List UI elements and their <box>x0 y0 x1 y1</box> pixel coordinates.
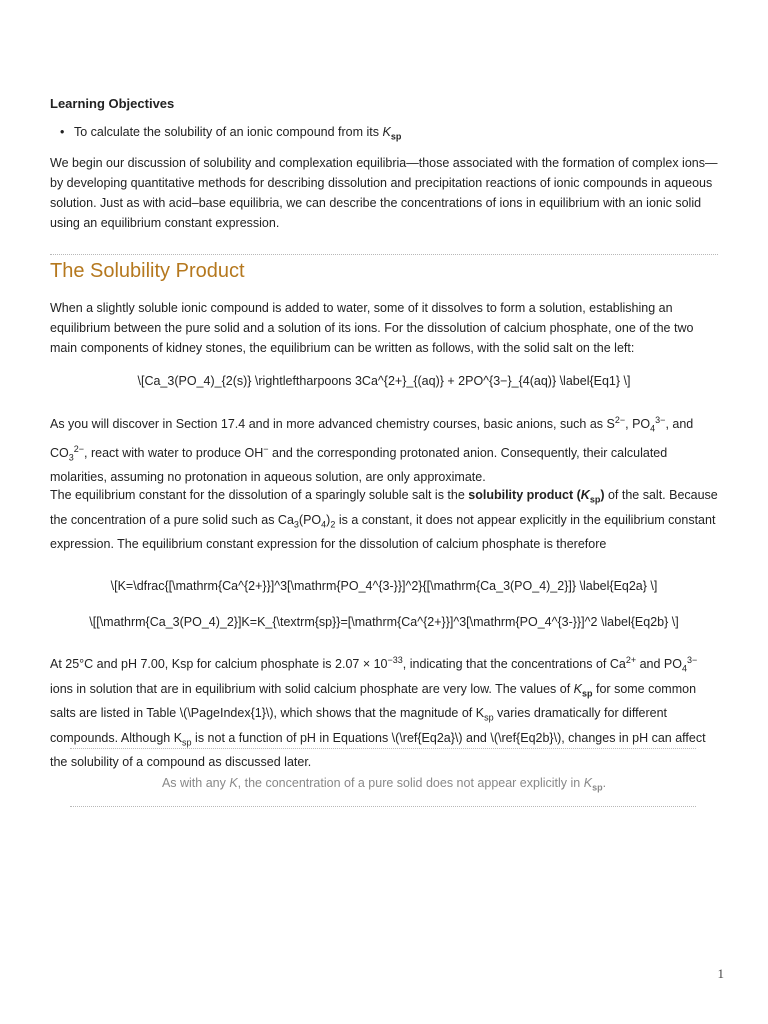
paragraph-solubility-intro: When a slightly soluble ionic compound is added to water, some of it dissolves to form a solution, establishing an equilibrium between the pure solid and a solution of its ions. For the dissolution of calcium phosphate, one of the two main components of kidney stones, the equilibrium can be written as follows, with the solid salt on the left: <box>50 301 694 355</box>
learning-objectives-title: Learning Objectives <box>50 96 175 111</box>
paragraph-basic-anions: As you will discover in Section 17.4 and in more advanced chemistry courses, basic anions, such as $S^{2-}$, $PO_4^{3-}$, and $CO_3^{2-}$, react with water to produce OH− and the corresponding protonated anion. Consequently, their calculated molarities, assuming no protonation in aqueous solution, are only approximate. <box>50 415 694 485</box>
learning-objective-item <box>60 125 401 142</box>
intro-paragraph: We begin our discussion of solubility and complexation equilibria—those associated with the formation of complex ions—by developing quantitative methods for describing dissolution and precipitation reactions of ionic compounds in aqueous solution. Just as with acid–base equilibria, we can describe the concentrations of ions in equilibrium with an ionic solid using an equilibrium constant expression. <box>50 156 718 230</box>
k-symbol: K <box>382 125 391 139</box>
paragraph-solubility-product: The equilibrium constant for the dissolution of a sparingly soluble salt is the solubility product $(K_{sp})$ of the salt. Because the concentration of a pure solid such as $Ca_3(PO_4)_2$ is a constant, it does not appear explicitly in the equilibrium constant expression. The equilibrium constant expression for the dissolution of calcium phosphate is therefore <box>50 488 718 551</box>
learning-objective-text: To calculate the solubility of an ionic compound from its <box>74 125 383 139</box>
section-heading: The Solubility Product <box>50 260 245 282</box>
section-divider <box>50 254 718 255</box>
page-number: 1 <box>717 966 724 981</box>
paragraph-ksp-value: At 25°C and pH 7.00, Ksp for calcium phosphate is $2.07 \times 10^{-33}$, indicating that the concentrations of $Ca^{2+}$ and $PO_4^{3-}$ ions in solution that are in equilibrium with solid calcium phosphate are very low. The values of $K_{sp}$ for some common salts are listed in Table \(\PageIndex{1}\), which shows that the magnitude of $K_{sp}$ varies dramatically for different compounds. Although $K_{sp}$ is not a function of pH in Equations \(\ref{Eq2a}\) and \(\ref{Eq2b}\), changes in pH can affect the solubility of a compound as discussed later. <box>50 655 706 770</box>
equation-1: \[Ca_3(PO_4)_{2(s)} \rightleftharpoons 3Ca^{2+}_{(aq)} + 2PO^{3−}_{4(aq)} \label{Eq1} \] <box>137 374 631 388</box>
note-bottom-divider <box>70 806 696 807</box>
equation-2a: \[K=\dfrac{[\mathrm{Ca^{2+}}]^3[\mathrm{PO_4^{3-}}]^2}{[\mathrm{Ca_3(PO_4)_2}]} \label{Eq2a} \] <box>110 579 658 593</box>
note-top-divider <box>70 748 696 749</box>
bullet-dot: • <box>60 125 65 139</box>
equation-2b: \[[\mathrm{Ca_3(PO_4)_2}]K=K_{\textrm{sp}}=[\mathrm{Ca^{2+}}]^3[\mathrm{PO_4^{3-}}]^2 \label{Eq2b} \] <box>89 615 679 629</box>
note-callout: As with any K, the concentration of a pure solid does not appear explicitly in $K_{sp}$. <box>161 776 607 793</box>
sp-subscript: sp <box>390 131 402 142</box>
